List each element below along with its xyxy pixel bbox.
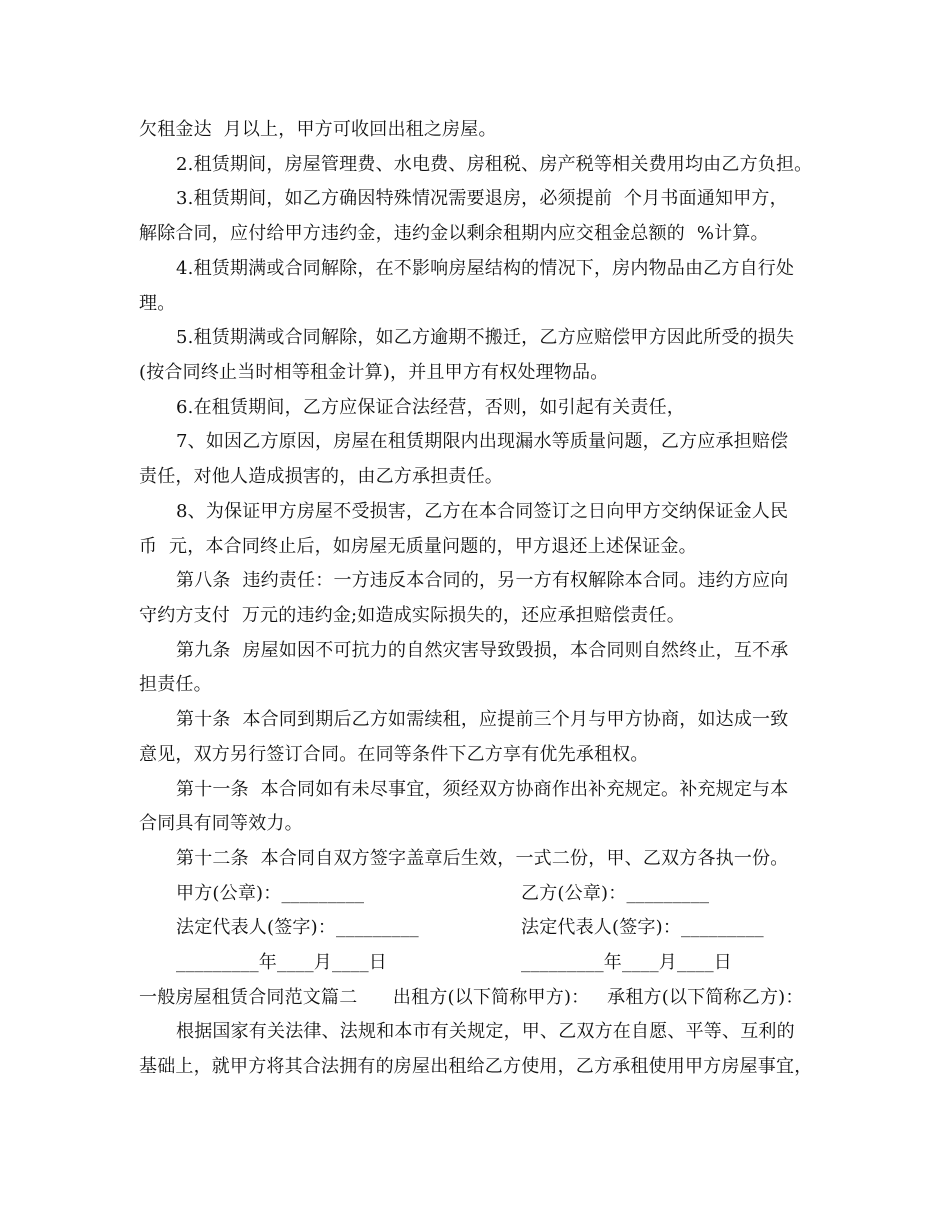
party-b-date-field: _________年____月____日 (521, 952, 732, 973)
text-line: 担责任。 (139, 674, 212, 695)
text-line: 守约方支付 万元的违约金;如造成实际损失的，还应承担赔偿责任。 (139, 605, 685, 626)
text-line: 第八条 违约责任：一方违反本合同的，另一方有权解除本合同。违约方应向 (176, 570, 789, 591)
text-line: 3.租赁期间，如乙方确因特殊情况需要退房，必须提前 个月书面通知甲方， (176, 188, 788, 209)
section-heading: 一般房屋租赁合同范文篇二 出租方(以下简称甲方)： 承租方(以下简称乙方)： (139, 987, 804, 1008)
party-a-representative-field: 法定代表人(签字)：_________ (176, 917, 419, 938)
text-line: 7、如因乙方原因，房屋在租赁期限内出现漏水等质量问题，乙方应承担赔偿 (176, 431, 789, 452)
text-line: 4.租赁期满或合同解除，在不影响房屋结构的情况下，房内物品由乙方自行处 (176, 258, 795, 279)
party-b-representative-field: 法定代表人(签字)：_________ (521, 917, 764, 938)
party-a-date-field: _________年____月____日 (176, 952, 387, 973)
text-line: 合同具有同等效力。 (139, 813, 303, 834)
text-line: 责任，对他人造成损害的，由乙方承担责任。 (139, 466, 503, 487)
text-line: 第十一条 本合同如有未尽事宜，须经双方协商作出补充规定。补充规定与本 (176, 779, 789, 800)
party-a-seal-field: 甲方(公章)：_________ (176, 883, 365, 904)
text-line: 欠租金达 月以上，甲方可收回出租之房屋。 (139, 119, 497, 140)
text-line: 5.租赁期满或合同解除，如乙方逾期不搬迁，乙方应赔偿甲方因此所受的损失 (176, 327, 795, 348)
text-line: 理。 (139, 293, 176, 314)
text-line: 基础上，就甲方将其合法拥有的房屋出租给乙方使用，乙方承租使用甲方房屋事宜， (139, 1056, 813, 1077)
text-line: 解除合同，应付给甲方违约金，违约金以剩余租期内应交租金总额的 %计算。 (139, 223, 769, 244)
text-line: 第九条 房屋如因不可抗力的自然灾害导致毁损，本合同则自然终止，互不承 (176, 640, 789, 661)
party-b-seal-field: 乙方(公章)：_________ (521, 883, 710, 904)
text-line: 8、为保证甲方房屋不受损害，乙方在本合同签订之日向甲方交纳保证金人民 (176, 501, 789, 522)
text-line: 6.在租赁期间，乙方应保证合法经营，否则，如引起有关责任， (176, 397, 685, 418)
text-line: (按合同终止当时相等租金计算)，并且甲方有权处理物品。 (139, 362, 609, 383)
text-line: 币 元，本合同终止后，如房屋无质量问题的，甲方退还上述保证金。 (139, 536, 697, 557)
text-line: 意见，双方另行签订合同。在同等条件下乙方享有优先承租权。 (139, 744, 649, 765)
text-line: 2.租赁期间，房屋管理费、水电费、房租税、房产税等相关费用均由乙方负担。 (176, 154, 813, 175)
text-line: 第十条 本合同到期后乙方如需续租，应提前三个月与甲方协商，如达成一致 (176, 709, 789, 730)
text-line: 根据国家有关法律、法规和本市有关规定，甲、乙双方在自愿、平等、互利的 (176, 1021, 795, 1042)
text-line: 第十二条 本合同自双方签字盖章后生效，一式二份，甲、乙双方各执一份。 (176, 848, 789, 869)
